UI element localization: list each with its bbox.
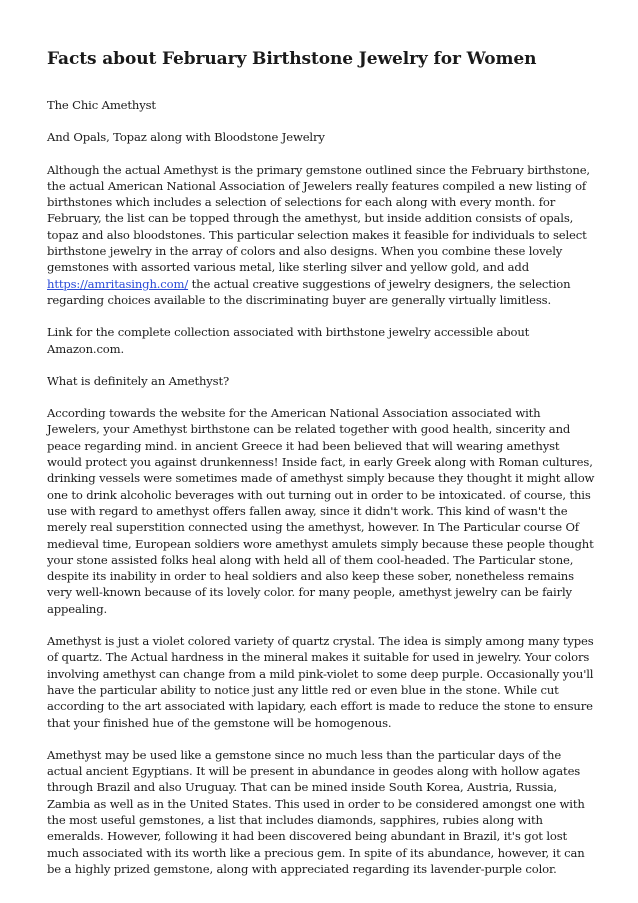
section-heading-what-is-amethyst: What is definitely an Amethyst? — [47, 373, 230, 388]
amritasingh-link[interactable]: https://amritasingh.com/ — [47, 276, 189, 291]
document-page — [47, 48, 595, 893]
document-title: Facts about February Birthstone Jewelry for Women — [47, 49, 537, 69]
subtitle-chic-amethyst: The Chic Amethyst — [47, 98, 156, 112]
paragraph-quartz: Amethyst is just a violet colored variety of quartz crystal. The idea is simply among many types of quartz. The Actual hardness in the mineral makes it suitable for used in jewelry. Your colors involving amethyst can change from a mild pink-violet to some deep purple. Occasionally you'll have the particular ability to notice just any little red or even blue in the stone. While cut according to the art associated with lapidary, each effort is made to reduce the stone to ensure that your finished hue of the gemstone will be homogenous. — [47, 634, 594, 730]
paragraph-intro-text-start: Although the actual Amethyst is the primary gemstone outlined since the February birthstone, the actual American National Association of Jewelers really features compiled a new listing of birthstones which includes a selection of selections for each along with every month. for February, the list can be topped through the amethyst, but inside addition consists of opals, topaz and also bloodstones. This particular selection makes it feasible for individuals to select birthstone jewelry in the array of colors and also designs. When you combine these lovely gemstones with assorted various metal, like sterling silver and yellow gold, and add — [47, 162, 590, 275]
paragraph-intro-text-end: the actual creative suggestions of jewelry designers, the selection regarding choices available to the discriminating buyer are generally virtually limitless. — [47, 276, 571, 307]
paragraph-amazon-link-note: Link for the complete collection associated with birthstone jewelry accessible about Amazon.com. — [47, 325, 530, 356]
paragraph-intro — [47, 162, 595, 309]
paragraph-history: According towards the website for the American National Association associated with Jewelers, your Amethyst birthstone can be related together with good health, sincerity and peace regarding mind. in ancient Greece it had been believed that will wearing amethyst would protect you against drunkenness! Inside fact, in early Greek along with Roman cultures, drinking vessels were sometimes made of amethyst simply because they thought it might allow one to drink alcoholic beverages with out turning out in order to be intoxicated. of course, this use with regard to amethyst offers fallen away, since it didn't work. This kind of wasn't the merely real superstition connected using the amethyst, however. In The Particular course Of medieval time, European soldiers wore amethyst amulets simply because these people thought your stone assisted folks heal along with held all of them cool-headed. The Particular stone, despite its inability in order to heal soldiers and also keep these sober, nonetheless remains very well-known because of its lovely color. for many people, amethyst jewelry can be fairly appealing. — [47, 406, 595, 616]
paragraph-egyptians: Amethyst may be used like a gemstone since no much less than the particular days of the actual ancient Egyptians. It will be present in abundance in geodes along with hollow agates through Brazil and also Uruguay. That can be mined inside South Korea, Austria, Russia, Zambia as well as in the United States. This used in order to be considered amongst one with the most useful gemstones, a list that includes diamonds, sapphires, rubies along with emeralds. However, following it had been discovered being abundant in Brazil, it's got lost much associated with its worth like a precious gem. In spite of its abundance, however, it can be a highly prized gemstone, along with appreciated regarding its lavender-purple color. — [47, 747, 585, 876]
subtitle-opals-topaz: And Opals, Topaz along with Bloodstone Jewelry — [47, 130, 325, 145]
